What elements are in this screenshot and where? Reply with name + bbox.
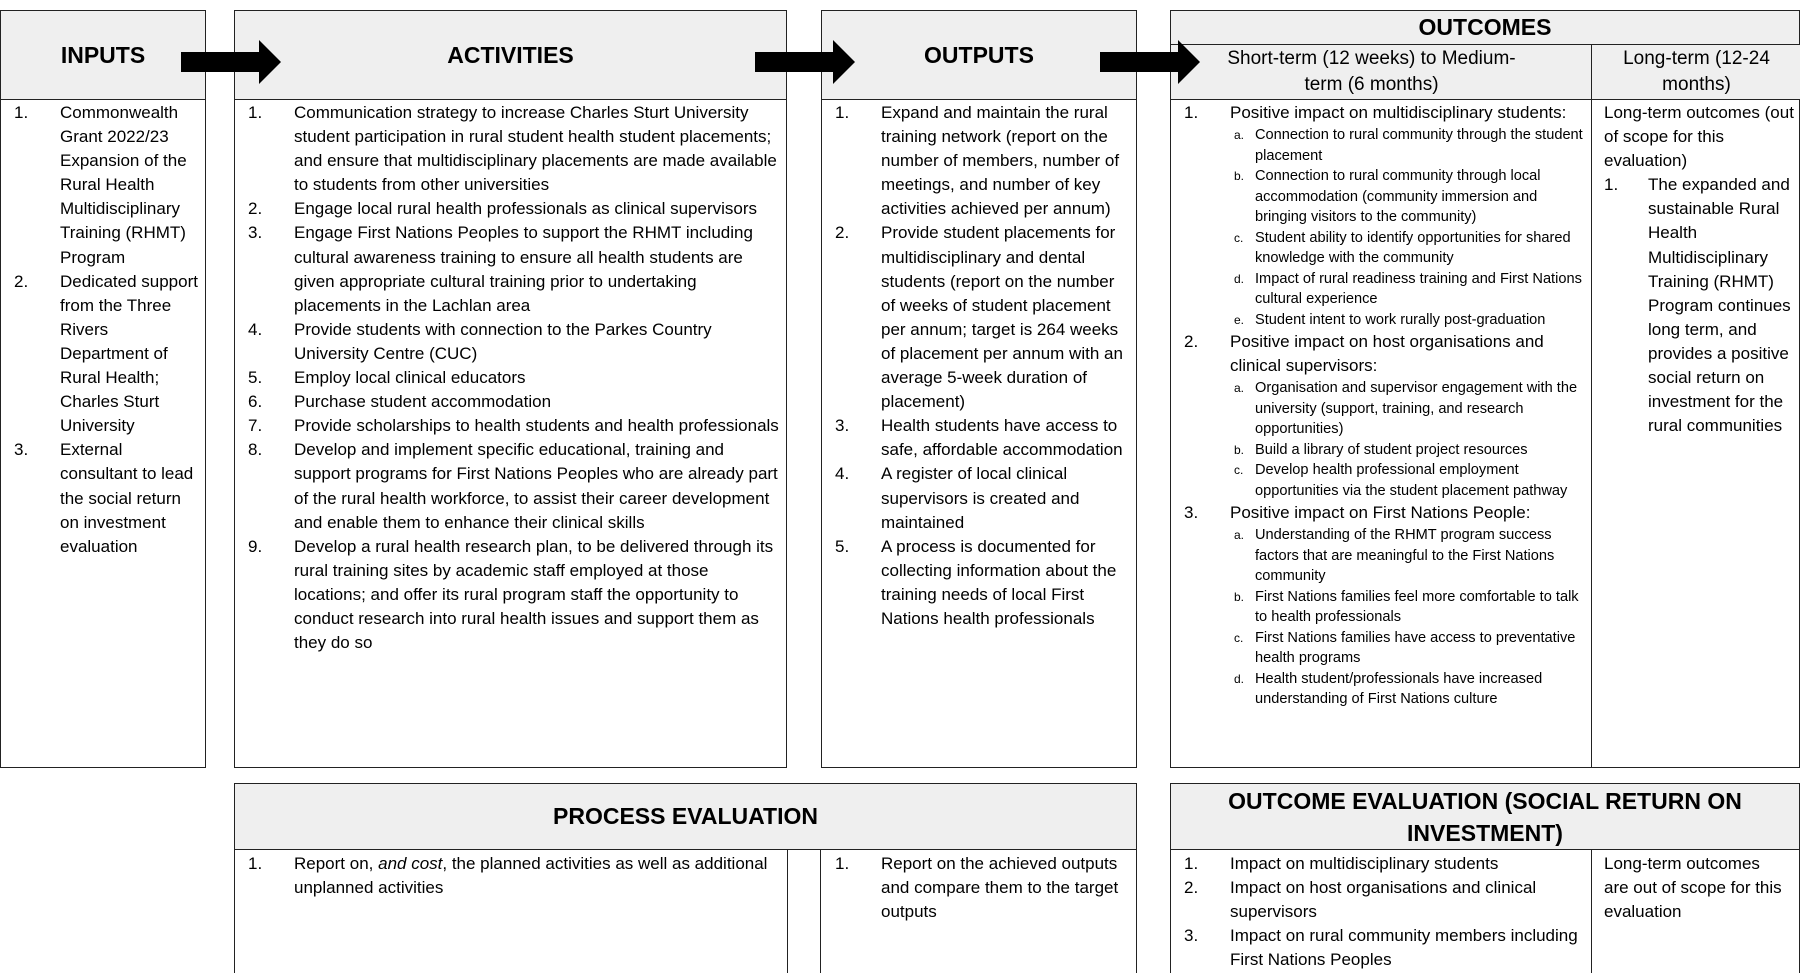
inputs-box [0,10,206,768]
sub-list-item: b. Build a library of student project resources [1234,441,1528,458]
list-item: 3. Positive impact on First Nations People: a. Understanding of the RHMT program success factors that are meaningful to the First Nations community b. First Nations families feel more comfortable to talk to health professionals c. First Nations families have access to preventative health programs d. Health student/professionals have increased understanding of First Nations culture [1184,501,1584,710]
list-item: 1. The expanded and sustainable Rural Health Multidisciplinary Training (RHMT) Program continues long term, and provides a positive social return on investment for the rural communities [1604,175,1791,436]
list-item: 2. Provide student placements for multidisciplinary and dental students (report on the number of weeks of student placement per annum; target is 264 weeks of placement per annum with an average 5-week duration of placement) [835,223,1123,412]
process-evaluation-activities [248,852,781,900]
outcomes-column-divider [1591,45,1592,767]
outcomes-title: OUTCOMES [1171,11,1799,45]
outcome-evaluation-title: OUTCOME EVALUATION (SOCIAL RETURN ON INVESTMENT) [1171,784,1799,850]
sub-list-item: c. Develop health professional employment opportunities via the student placement pathway [1234,462,1568,499]
sub-list-item: e. Student intent to work rurally post-graduation [1234,311,1546,328]
process-evaluation-box [234,783,1137,973]
list-item: 1. Commonwealth Grant 2022/23 Expansion of the Rural Health Multidisciplinary Training (RHMT) Program [14,103,187,267]
list-item: 1. Report on, and cost, the planned activities as well as additional unplanned activities [248,854,768,898]
sub-list-item: c. First Nations families have access to preventative health programs [1234,629,1576,667]
list-item: 8. Develop and implement specific educational, training and support programs for First Nations Peoples who are already part of the rural health workforce, to assist their career development and enable them to enhance their clinical skills [248,440,778,532]
sub-list-item: d. Impact of rural readiness training and First Nations cultural experience [1234,270,1582,308]
process-evaluation-outputs [835,852,1131,924]
list-item: 3. External consultant to lead the social return on investment evaluation [14,440,194,556]
arrow-right-icon [181,40,281,84]
list-item: 5. A process is documented for collecting information about the training needs of local First Nations health professionals [835,536,1117,628]
list-item: 3. Impact on rural community members including First Nations Peoples [1184,926,1578,970]
list-item: 1. Communication strategy to increase Charles Sturt University student participation in rural student health student placements; and ensure that multidisciplinary placements are made available to students from other universities [248,103,777,195]
activities-list [248,101,781,655]
outcome-evaluation-long-note: Long-term outcomes are out of scope for this evaluation [1604,854,1782,922]
process-evaluation-gap [787,850,821,973]
list-item: 3. Engage First Nations Peoples to support the RHMT including cultural awareness training to ensure all health students are given appropriate cultural training prior to undertaking placements in the Lachlan area [248,223,753,315]
activities-title: ACTIVITIES [235,11,786,100]
list-item: 2. Positive impact on host organisations and clinical supervisors: a. Organisation and supervisor engagement with the university (support, training, and research opportunities) b. Build a library of student project resources c. Develop health professional employment opportunities via the student placement pathway [1184,330,1584,501]
list-item: 4. Provide students with connection to the Parkes Country University Centre (CUC) [248,319,712,363]
arrow-right-icon [1100,40,1200,84]
process-evaluation-title: PROCESS EVALUATION [235,784,1136,850]
list-item: 6. Purchase student accommodation [248,392,552,412]
outcome-evaluation-box [1170,783,1800,973]
outputs-list [835,101,1131,631]
outcomes-long-list [1604,101,1796,438]
outcomes-short-header: Short-term (12 weeks) to Medium-term (6 months) [1171,45,1592,100]
activities-box [234,10,787,768]
list-item: 1. Expand and maintain the rural training network (report on the number of members, number of meetings, and number of key activities achieved per annum) [835,103,1120,219]
outputs-title: OUTPUTS [822,11,1136,100]
sub-list-item: c. Student ability to identify opportunities for shared knowledge with the community [1234,229,1571,267]
outputs-box [821,10,1137,768]
sub-list-item: a. Understanding of the RHMT program success factors that are meaningful to the First Nations community [1234,527,1555,585]
list-item: 9. Develop a rural health research plan, to be delivered through its rural training sites by academic staff employed at those locations; and offer its rural program staff the opportunity to conduct research into rural health issues and support them as they do so [248,536,774,653]
list-item: 4. A register of local clinical supervisors is created and maintained [835,464,1080,532]
inputs-title: INPUTS [1,11,205,100]
sub-list-item: b. First Nations families feel more comfortable to talk to health professionals [1234,588,1579,626]
outcomes-box [1170,10,1800,768]
list-item: 2. Engage local rural health professionals as clinical supervisors [248,199,758,219]
list-item: 5. Employ local clinical educators [248,368,526,388]
outcomes-short-list [1184,101,1584,710]
list-item: 7. Provide scholarships to health students and health professionals [248,416,779,436]
list-item: 2. Impact on host organisations and clinical supervisors [1184,878,1537,922]
list-item: 2. Dedicated support from the Three Rivers Department of Rural Health; Charles Sturt University [14,271,198,436]
arrow-right-icon [755,40,855,84]
outcome-evaluation-divider [1591,850,1592,973]
long-term-intro: Long-term outcomes (out of scope for this evaluation) [1604,103,1794,171]
inputs-list [14,101,200,559]
outcome-evaluation-list [1184,852,1584,972]
list-item: 1. Impact on multidisciplinary students [1184,854,1499,873]
outcomes-long-header: Long-term (12-24 months) [1592,45,1800,100]
sub-list-item: a. Organisation and supervisor engagement with the university (support, training, and research opportunities) [1234,380,1578,438]
sub-list-item: d. Health student/professionals have increased understanding of First Nations culture [1234,670,1543,708]
sub-list-item: b. Connection to rural community through local accommodation (community immersion and bringing visitors to the community) [1234,168,1541,226]
sub-list-item: a. Connection to rural community through the student placement [1234,127,1583,164]
list-item: 1. Report on the achieved outputs and compare them to the target outputs [835,854,1119,922]
list-item: 3. Health students have access to safe, affordable accommodation [835,416,1123,460]
list-item: 1. Positive impact on multidisciplinary students: a. Connection to rural community through the student placement b. Connection to rural community through local accommodation (community immersion and bringing visitors to the community) c. Student ability to identify opportunities for shared knowledge with the community d. Impact of rural readiness training and First Nations cultural experience e. Student intent to work rurally post-graduation [1184,101,1584,330]
